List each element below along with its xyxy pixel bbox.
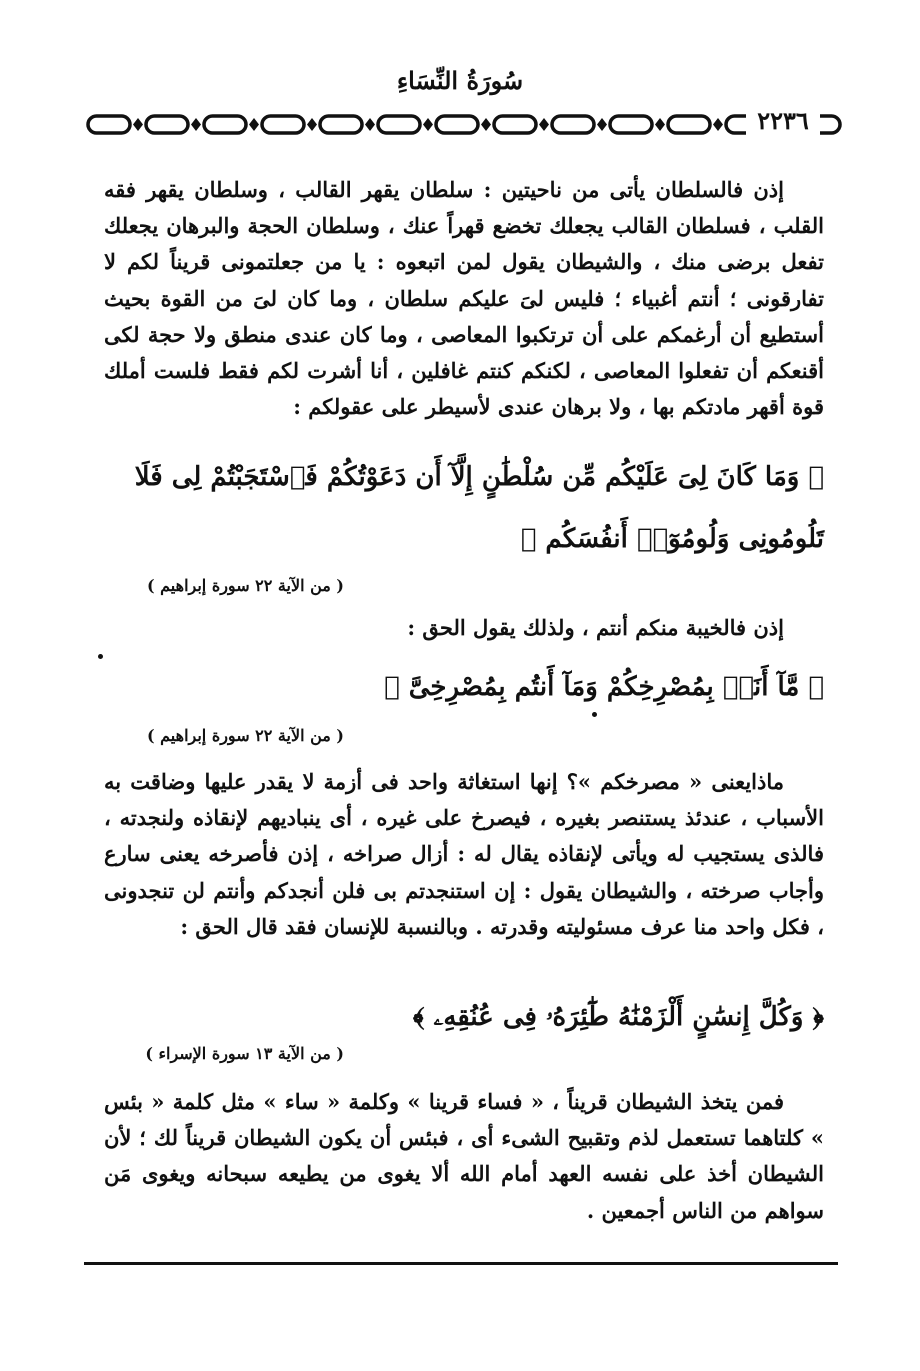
verse-citation: ( من الآية ٢٢ سورة إبراهيم ) bbox=[147, 726, 344, 745]
verse-citation: ( من الآية ٢٢ سورة إبراهيم ) bbox=[147, 576, 344, 595]
quran-verse-isra-13: ﴿ وَكُلَّ إِنسَٰنٍ أَلْزَمْنَٰهُ طَٰٓئِرَهُۥ فِى عُنُقِهِۦ ﴾ bbox=[412, 1002, 824, 1032]
print-speck bbox=[98, 654, 103, 659]
footer-rule bbox=[84, 1262, 838, 1265]
quran-verse-ibrahim-22-a: ﴿ وَمَا كَانَ لِىَ عَلَيْكُم مِّن سُلْطَٰنٍ إِلَّآ أَن دَعَوْتُكُمْ فَٱسْتَجَبْتُمْ لِى فَلَا تَلُومُونِى وَلُومُوٓا۟ أَنفُسَكُم ﴾ bbox=[134, 462, 824, 554]
page-number: ٢٢٣٦ bbox=[746, 104, 820, 138]
paragraph-sultan: إذن فالسلطان يأتى من ناحيتين : سلطان يقهر القالب ، وسلطان يقهر فقه القلب ، فسلطان القالب يجعلك تخضع قهراً عنك ، وسلطان الحجة والبرهان يجعلك تفعل برضى منك ، والشيطان يقول لمن اتبعوه : يا من جعلتمونى قريناً لكم لا تفارقونى ؛ أنتم أغبياء ؛ فليس لىَ عليكم سلطان ، وما كان لىَ من القوة بحيث أستطيع أن أرغمكم على أن ترتكبوا المعاصى ، وما كان عندى منطق ولا حجة لكى أقنعكم أن تفعلوا المعاصى ، لكنكم كنتم غافلين ، أنا أشرت لكم فقط فلست أملك قوة أقهر مادتكم بها ، ولا برهان عندى لأسيطر على عقولكم : bbox=[104, 177, 824, 420]
verse-citation: ( من الآية ١٣ سورة الإسراء ) bbox=[145, 1044, 344, 1063]
surah-title: سُورَةُ النِّسَاءِ bbox=[396, 66, 524, 95]
print-speck bbox=[592, 712, 597, 717]
quran-verse-ibrahim-22-b: ﴿ مَّآ أَنَا۠ بِمُصْرِخِكُمْ وَمَآ أَنتُم بِمُصْرِخِىَّ ﴾ bbox=[384, 672, 824, 702]
paragraph-failure: إذن فالخيبة منكم أنتم ، ولذلك يقول الحق : bbox=[407, 615, 784, 640]
paragraph-qarin: فمن يتخذ الشيطان قريناً ، « فساء قرينا » وكلمة « ساء » مثل كلمة « بئس » كلتاهما تستعمل لذم وتقبيح الشىء أى ، فبئس أن يكون الشيطان قريناً لك ؛ لأن الشيطان أخذ على نفسه العهد أمام الله ألا يغوى من يطيعه سبحانه ويغوى مَن سواهم من الناس أجمعين . bbox=[104, 1089, 824, 1223]
paragraph-musrikhukum: ماذايعنى « مصرخكم »؟ إنها استغاثة واحد فى أزمة لا يقدر عليها وضاقت به الأسباب ، عندئذ يستنصر بغيره ، فيصرخ على غيره ، أى ينباديهم لإنقاذه ولنجدته ، فالذى يستجيب له ويأتى لإنقاذه يقال له : أزال صراخه ، إذن فأصرخه يعنى سارع وأجاب صرخته ، والشيطان يقول : إن استنجدتم بى فلن أنجدكم وأنتم لن تنجدونى ، فكل واحد منا عرف مسئوليته وقدرته . وبالنسبة للإنسان فقد قال الحق : bbox=[104, 769, 824, 939]
ornamental-border bbox=[86, 104, 842, 144]
